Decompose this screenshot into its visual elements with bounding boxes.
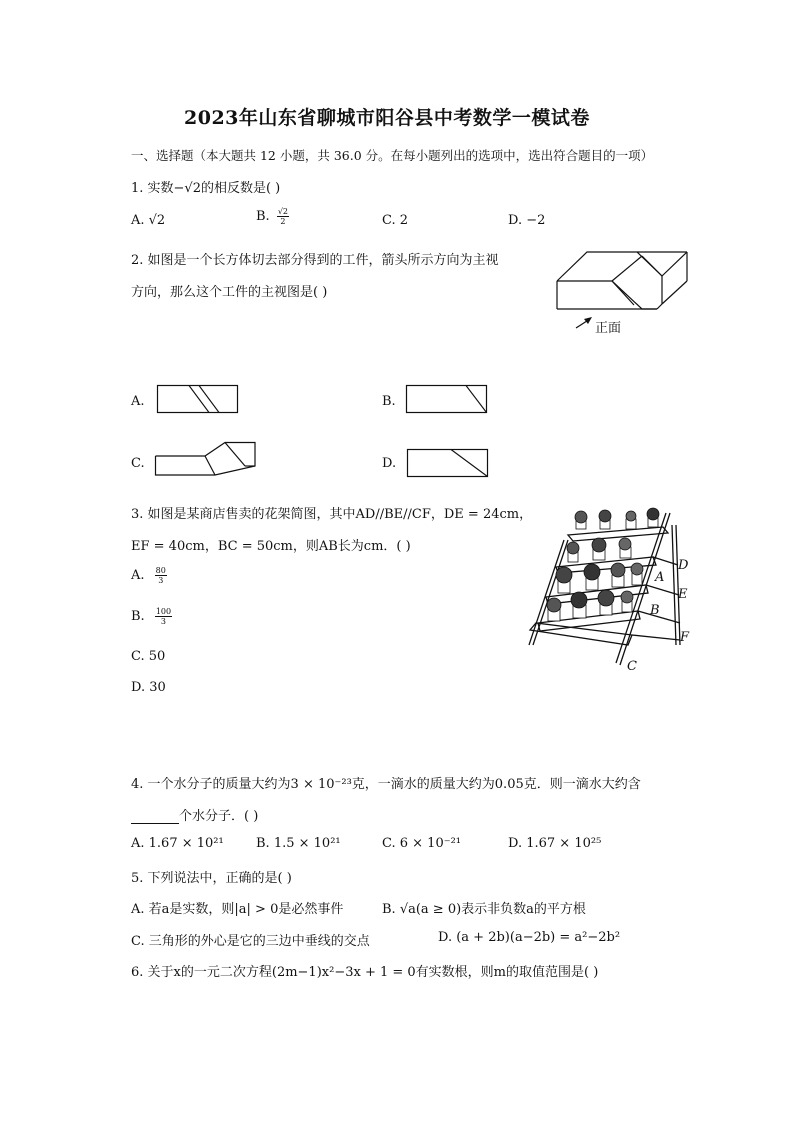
q3-option-a-numerator: 80: [155, 566, 166, 575]
q3-option-a-label: A.: [131, 568, 145, 583]
q4-answer-blank: [131, 811, 179, 824]
q2-option-a-label: A.: [131, 394, 145, 409]
q1-option-a: A. √2: [131, 213, 166, 228]
question-2-stem-line1: 2. 如图是一个长方体切去部分得到的工件，箭头所示方向为主视: [131, 253, 499, 268]
q3-option-a-denominator: 3: [158, 576, 164, 585]
q4-option-d: D. 1.67 × 10²⁵: [508, 836, 602, 851]
question-5-stem: 5. 下列说法中，正确的是( ): [131, 871, 292, 886]
q2-option-a-figure: [157, 385, 239, 415]
q3-option-b-denominator: 3: [160, 617, 167, 626]
q2-option-b-figure: [406, 385, 488, 415]
q1-option-b-denominator: 2: [280, 217, 286, 226]
q5-option-d: D. (a + 2b)(a−2b) = a²−2b²: [438, 930, 621, 945]
q3-fig-label-d: D: [678, 558, 689, 573]
q2-option-c-figure: [155, 442, 260, 478]
q3-fig-label-e: E: [678, 587, 688, 602]
q2-option-b-label: B.: [382, 394, 396, 409]
q3-option-c: C. 50: [131, 649, 166, 664]
q5-option-c: C. 三角形的外心是它的三边中垂线的交点: [131, 934, 370, 949]
q1-option-b-label: B.: [256, 209, 270, 224]
q1-option-b: [256, 207, 289, 226]
q3-option-b-fraction: [155, 607, 172, 626]
q3-fig-label-f: F: [680, 630, 690, 645]
q2-option-d-label: D.: [382, 456, 397, 471]
q3-option-b: [131, 607, 172, 626]
q3-option-b-numerator: 100: [155, 607, 172, 616]
page-title: 2023年山东省聊城市阳谷县中考数学一模试卷: [184, 107, 590, 129]
q5-option-b: B. √a(a ≥ 0)表示非负数a的平方根: [382, 902, 586, 917]
q2-option-d-figure: [407, 449, 489, 479]
q2-workpiece-figure: [552, 248, 692, 338]
q3-fig-label-a: A: [655, 570, 665, 585]
question-3-stem-line1: 3. 如图是某商店售卖的花架简图，其中AD//BE//CF，DE = 24cm，: [131, 507, 533, 522]
q3-option-b-label: B.: [131, 609, 145, 624]
q3-fig-label-b: B: [650, 603, 660, 618]
question-4-stem-line1: 4. 一个水分子的质量大约为3 × 10⁻²³克，一滴水的质量大约为0.05克．则一滴水大约含: [131, 777, 641, 792]
q4-option-a: A. 1.67 × 10²¹: [131, 836, 224, 851]
q4-option-b: B. 1.5 × 10²¹: [256, 836, 341, 851]
question-2-stem-line2: 方向，那么这个工件的主视图是( ): [131, 285, 328, 300]
question-6-stem: 6. 关于x的一元二次方程(2m−1)x²−3x + 1 = 0有实数根，则m的取值范围是( ): [131, 965, 599, 980]
question-1-stem: 1. 实数−√2的相反数是( ): [131, 181, 281, 196]
q1-option-b-numerator: √2: [277, 207, 289, 216]
q3-flower-shelf-figure: [528, 505, 693, 675]
q3-option-a-fraction: [155, 566, 167, 585]
section-heading: 一、选择题（本大题共 12 小题，共 36.0 分。在每小题列出的选项中，选出符合题目的一项）: [131, 148, 654, 163]
question-3-stem-line2: EF = 40cm，BC = 50cm，则AB长为cm．( ): [131, 539, 411, 554]
q3-option-d: D. 30: [131, 680, 166, 695]
q3-option-a: [131, 566, 167, 585]
q1-option-c: C. 2: [382, 213, 409, 228]
q4-option-c: C. 6 × 10⁻²¹: [382, 836, 462, 851]
q5-option-a: A. 若a是实数，则|a| > 0是必然事件: [131, 902, 344, 917]
q1-option-d: D. −2: [508, 213, 546, 228]
q2-figure-front-label: 正面: [595, 321, 622, 336]
q2-option-c-label: C.: [131, 456, 145, 471]
q3-fig-label-c: C: [627, 659, 637, 674]
q1-option-b-fraction: [277, 207, 289, 226]
q4-stem-line2-text: 个水分子．( ): [179, 809, 259, 824]
question-4-stem-line2: [131, 805, 258, 824]
